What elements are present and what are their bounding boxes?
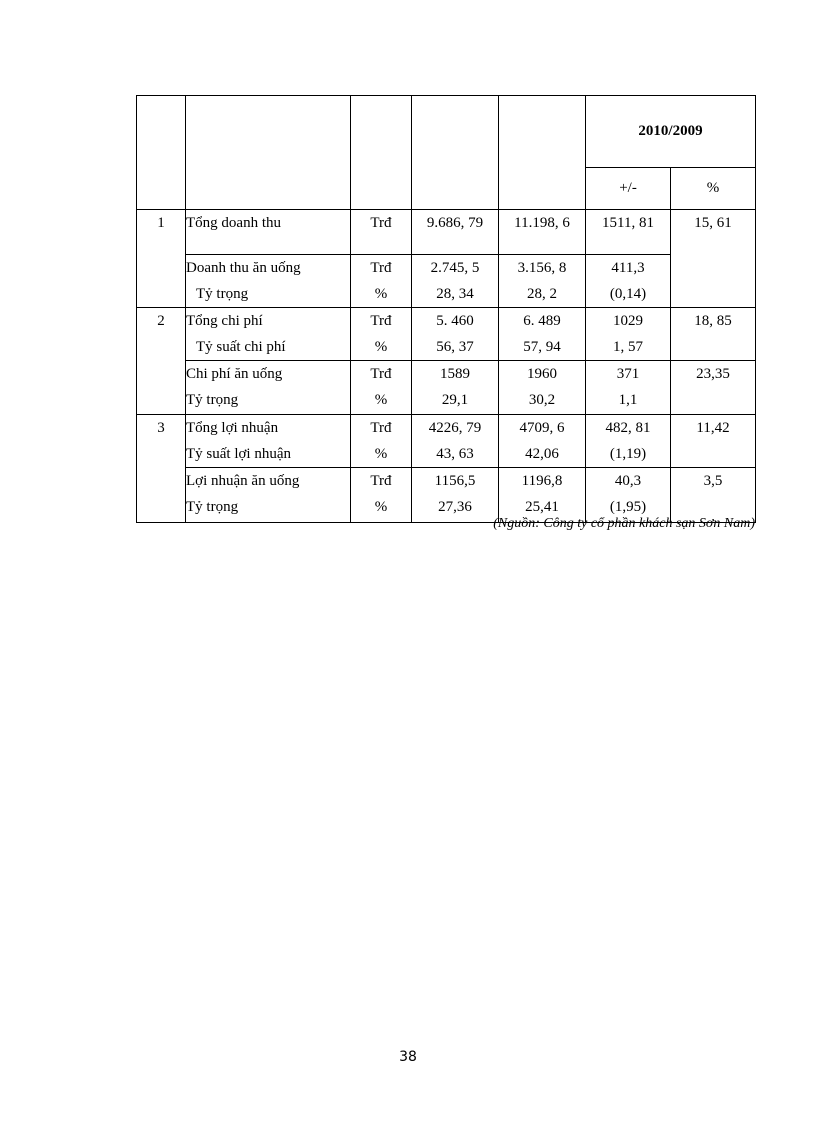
group-pct: 23,35	[671, 361, 756, 415]
page-number: 38	[399, 1049, 417, 1065]
row-label: Tổng doanh thu	[186, 210, 351, 255]
row-value-2010: 6. 489 57, 94	[499, 308, 586, 361]
row-value-2009: 1156,5 27,36	[412, 468, 499, 523]
row-diff: 482, 81 (1,19)	[586, 415, 671, 468]
header-diff: +/-	[586, 168, 671, 210]
header-pct: %	[671, 168, 756, 210]
header-year-compare: 2010/2009	[586, 96, 756, 168]
report-table	[136, 95, 756, 523]
table-row	[137, 210, 756, 255]
table-row	[137, 415, 756, 468]
table-row	[137, 361, 756, 415]
header-num-cell	[137, 96, 186, 210]
header-unit-cell	[351, 96, 412, 210]
row-value-2009: 2.745, 5 28, 34	[412, 255, 499, 308]
row-label: Doanh thu ăn uống Tỷ trọng	[186, 255, 351, 308]
group-pct: 18, 85	[671, 308, 756, 361]
header-label-cell	[186, 96, 351, 210]
row-label: Lợi nhuận ăn uống Tỷ trọng	[186, 468, 351, 523]
row-value-2009: 9.686, 79	[412, 210, 499, 255]
group-number: 3	[137, 415, 186, 523]
row-label: Chi phí ăn uống Tỷ trọng	[186, 361, 351, 415]
header-2010-cell	[499, 96, 586, 210]
header-2009-cell	[412, 96, 499, 210]
row-unit: Trđ	[351, 210, 412, 255]
row-value-2009: 4226, 79 43, 63	[412, 415, 499, 468]
header-row	[137, 96, 756, 168]
row-diff: 1511, 81	[586, 210, 671, 255]
row-value-2009: 5. 460 56, 37	[412, 308, 499, 361]
table-row	[137, 468, 756, 523]
row-label: Tổng chi phí Tỷ suất chi phí	[186, 308, 351, 361]
row-unit: Trđ %	[351, 308, 412, 361]
row-value-2009: 1589 29,1	[412, 361, 499, 415]
group-number: 1	[137, 210, 186, 308]
row-diff: 411,3 (0,14)	[586, 255, 671, 308]
row-label: Tổng lợi nhuận Tỷ suất lợi nhuận	[186, 415, 351, 468]
table-row	[137, 255, 756, 308]
table-row	[137, 308, 756, 361]
row-value-2010: 4709, 6 42,06	[499, 415, 586, 468]
group-pct: 3,5	[671, 468, 756, 523]
group-number: 2	[137, 308, 186, 415]
group-pct: 11,42	[671, 415, 756, 468]
row-unit: Trđ %	[351, 415, 412, 468]
row-unit: Trđ %	[351, 361, 412, 415]
row-value-2010: 11.198, 6	[499, 210, 586, 255]
row-value-2010: 1960 30,2	[499, 361, 586, 415]
row-diff: 371 1,1	[586, 361, 671, 415]
row-unit: Trđ %	[351, 255, 412, 308]
row-value-2010: 3.156, 8 28, 2	[499, 255, 586, 308]
row-unit: Trđ %	[351, 468, 412, 523]
row-diff: 1029 1, 57	[586, 308, 671, 361]
group-pct: 15, 61	[671, 210, 756, 308]
source-note: (Nguồn: Công ty cổ phần khách sạn Sơn Nam)	[493, 516, 755, 531]
row-diff: 40,3 (1,95)	[586, 468, 671, 523]
row-value-2010: 1196,8 25,41	[499, 468, 586, 523]
